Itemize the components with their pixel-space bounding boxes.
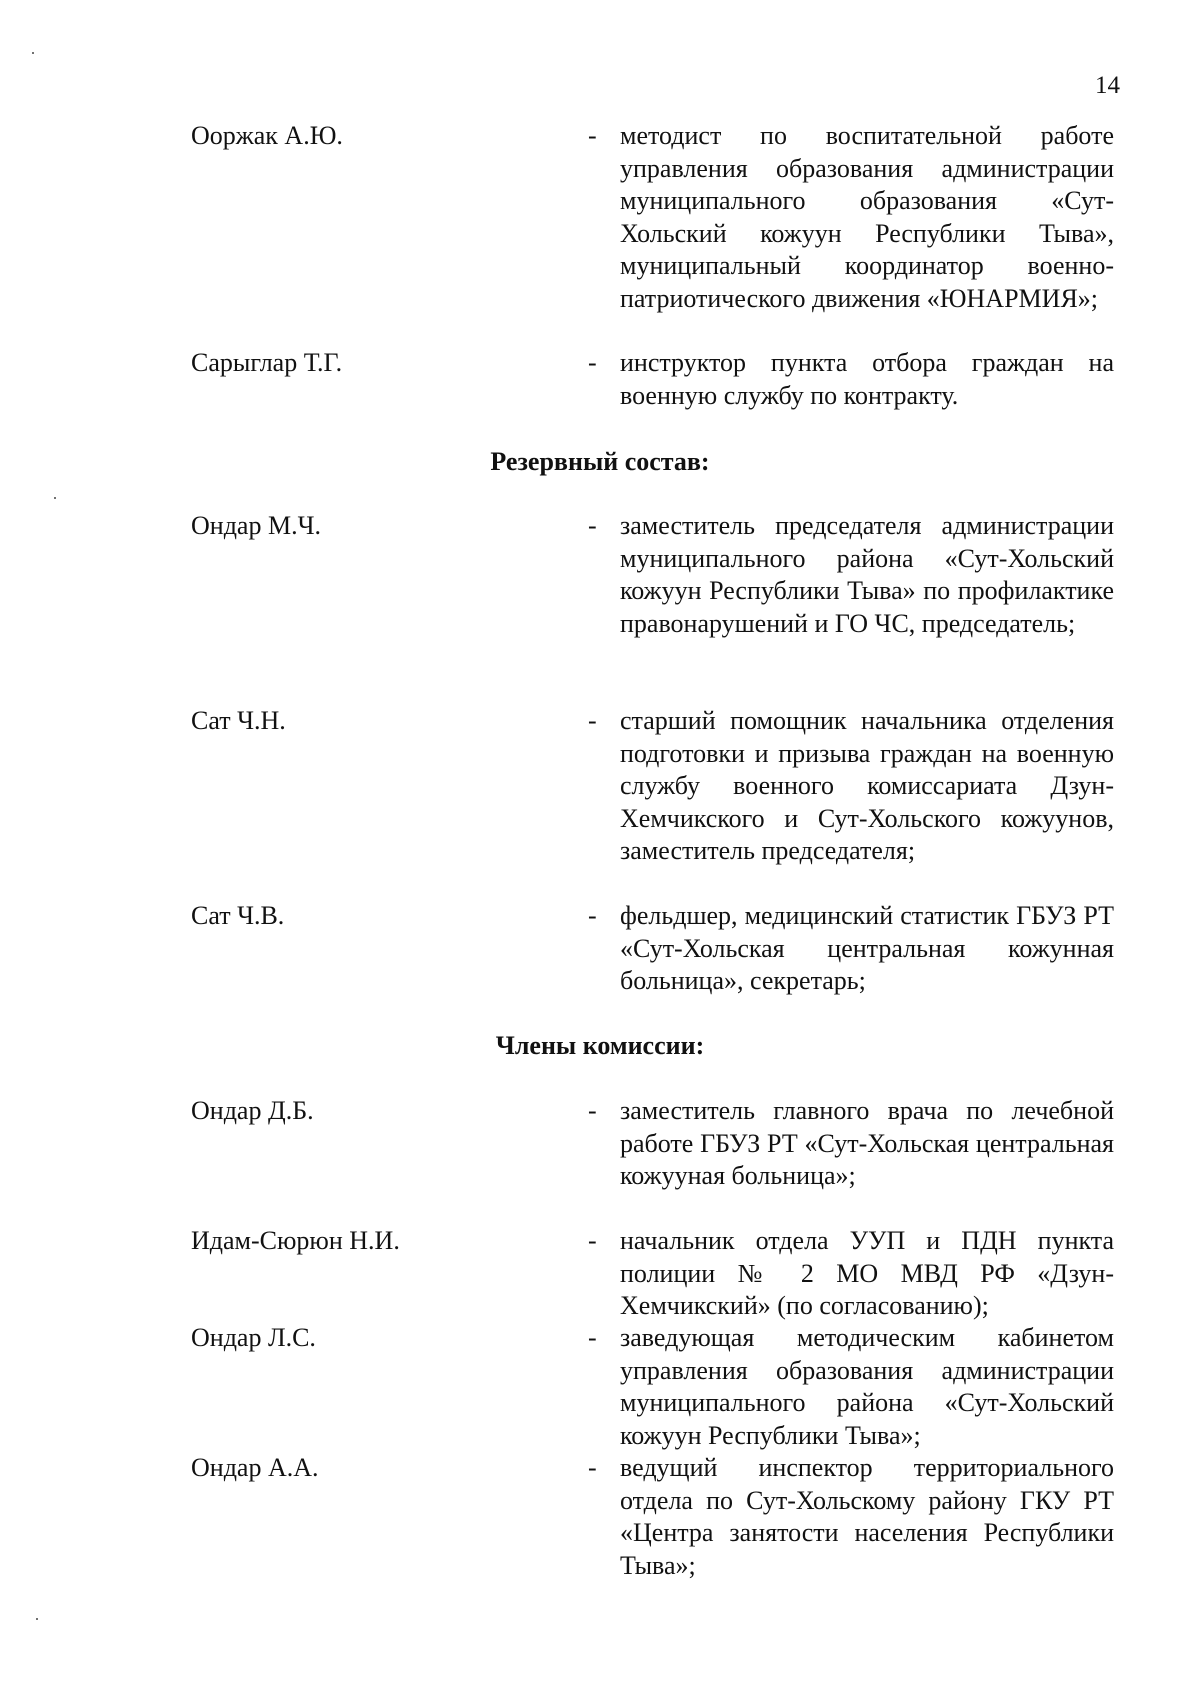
member-position: заведующая методическим кабинетом управления образования администрации муниципального района «Сут-Хольский кожуун Республики Тыва»;: [620, 1323, 1114, 1450]
scan-speck: [32, 52, 34, 54]
member-name: Сат Ч.В.: [191, 901, 285, 930]
member-name: Сат Ч.Н.: [191, 706, 286, 735]
member-position: ведущий инспектор территориального отдела по Сут-Хольскому району ГКУ РТ «Центра занятости населения Республики Тыва»;: [620, 1453, 1114, 1580]
dash: -: [588, 706, 597, 735]
dash: -: [588, 348, 597, 377]
member-position: начальник отдела УУП и ПДН пункта полиции № 2 МО МВД РФ «Дзун-Хемчикский» (по согласованию);: [620, 1226, 1114, 1320]
dash: -: [588, 511, 597, 540]
member-position: инструктор пункта отбора граждан на военную службу по контракту.: [620, 348, 1114, 410]
member-name: Ондар М.Ч.: [191, 511, 321, 540]
dash: -: [588, 1323, 597, 1352]
dash: -: [588, 121, 597, 150]
member-position: методист по воспитательной работе управления образования администрации муниципального образования «Сут-Хольский кожуун Республики Тыва», муниципальный координатор военно-патриотического движения «ЮНАРМИЯ»;: [620, 121, 1114, 313]
member-position: заместитель председателя администрации муниципального района «Сут-Хольский кожуун Республики Тыва» по профилактике правонарушений и ГО ЧС, председатель;: [620, 511, 1114, 638]
members-heading: Члены комиссии:: [495, 1031, 705, 1060]
member-name: Ондар Л.С.: [191, 1323, 316, 1352]
scan-speck: [54, 497, 56, 499]
dash: -: [588, 1226, 597, 1255]
dash: -: [588, 901, 597, 930]
dash: -: [588, 1096, 597, 1125]
member-name: Ондар А.А.: [191, 1453, 319, 1482]
member-name: Сарыглар Т.Г.: [191, 348, 343, 377]
dash: -: [588, 1453, 597, 1482]
scan-speck: [36, 1618, 38, 1620]
reserve-heading: Резервный состав:: [490, 447, 710, 476]
member-name: Ооржак А.Ю.: [191, 121, 343, 150]
member-name: Ондар Д.Б.: [191, 1096, 314, 1125]
member-position: старший помощник начальника отделения подготовки и призыва граждан на военную службу военного комиссариата Дзун-Хемчикского и Сут-Хольского кожуунов, заместитель председателя;: [620, 706, 1114, 865]
member-position: фельдшер, медицинский статистик ГБУЗ РТ «Сут-Хольская центральная кожунная больница», секретарь;: [620, 901, 1114, 995]
member-position: заместитель главного врача по лечебной работе ГБУЗ РТ «Сут-Хольская центральная кожууная больница»;: [620, 1096, 1114, 1190]
member-name: Идам-Сюрюн Н.И.: [191, 1226, 400, 1255]
page-number: 14: [1095, 72, 1120, 99]
